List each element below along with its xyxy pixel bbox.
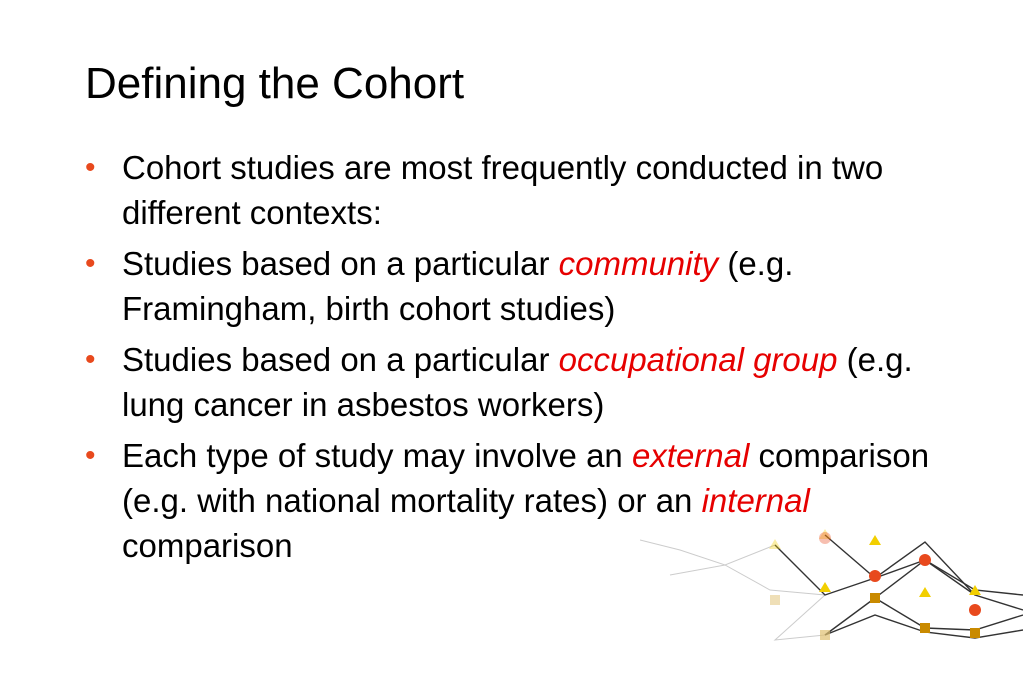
- bullet-marker: •: [85, 343, 96, 376]
- triangle-marker: [919, 587, 931, 597]
- bullet-text: comparison (e.g. with national mortality rates) or an: [122, 437, 930, 519]
- bullet-text: (e.g. lung cancer in asbestos workers): [122, 341, 913, 423]
- square-marker: [770, 595, 780, 605]
- bullet-text: Studies based on a particular: [122, 245, 559, 282]
- bullet-text: (e.g. Framingham, birth cohort studies): [122, 245, 794, 327]
- highlight-external: external: [631, 437, 750, 474]
- highlight-occupational-group: occupational group: [558, 341, 838, 378]
- bullet-marker: •: [85, 151, 96, 184]
- dark-lines: [775, 535, 1023, 638]
- bullet-text: Cohort studies are most frequently conducted in two different contexts:: [122, 149, 884, 231]
- faint-lines: [640, 540, 825, 640]
- bullet-text: Studies based on a particular: [122, 341, 559, 378]
- slide-title: Defining the Cohort: [85, 59, 465, 108]
- triangle-marker: [869, 535, 881, 545]
- bullet-item-1: [85, 145, 965, 235]
- bullet-marker: •: [85, 247, 96, 280]
- highlight-internal: internal: [701, 482, 810, 519]
- square-marker: [870, 593, 880, 603]
- decor-markers: [769, 529, 981, 640]
- circle-marker: [819, 532, 831, 544]
- triangle-marker: [769, 539, 781, 549]
- bullet-text: comparison: [122, 527, 293, 564]
- bullet-item-2: [85, 241, 965, 331]
- triangle-marker: [819, 582, 831, 592]
- highlight-community: community: [558, 245, 719, 282]
- bullet-list: [85, 145, 965, 574]
- bullet-item-3: [85, 337, 965, 427]
- network-decoration-graphic: [640, 520, 1023, 682]
- square-marker: [970, 628, 980, 638]
- bullet-text: Each type of study may involve an: [122, 437, 632, 474]
- square-marker: [920, 623, 930, 633]
- circle-marker: [869, 570, 881, 582]
- circle-marker: [919, 554, 931, 566]
- square-marker: [820, 630, 830, 640]
- circle-marker: [969, 604, 981, 616]
- bullet-marker: •: [85, 439, 96, 472]
